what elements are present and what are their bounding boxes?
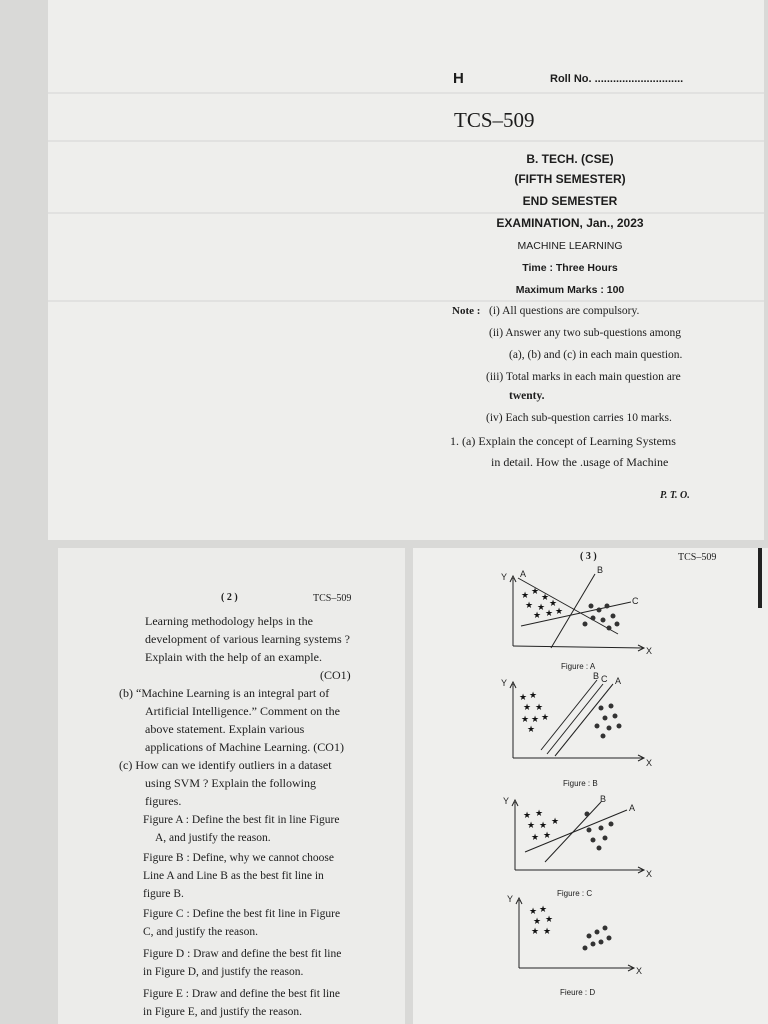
page-number: ( 3 ) xyxy=(580,551,597,562)
figure-caption: Figure : B xyxy=(563,779,598,788)
line-label: C xyxy=(601,674,608,684)
question-text-line: applications of Machine Learning. (CO1) xyxy=(145,740,344,754)
class-star-points xyxy=(521,587,563,621)
figure-instruction-line: C, and justify the reason. xyxy=(143,926,258,938)
question-1a-line: in detail. How the .usage of Machine xyxy=(491,455,669,469)
exam-type: END SEMESTER xyxy=(522,194,618,208)
bleed-through-line xyxy=(48,212,764,214)
svg-text:★: ★ xyxy=(523,811,532,821)
x-axis-label: X xyxy=(646,869,653,879)
line-c xyxy=(547,684,603,754)
svg-text:★: ★ xyxy=(533,917,542,927)
bleed-through-line xyxy=(48,140,764,142)
svg-text:★: ★ xyxy=(543,831,552,841)
question-text-line: above statement. Explain various xyxy=(145,722,305,736)
y-axis-label: Y xyxy=(503,796,510,806)
figure-instruction-line: Figure B : Define, why we cannot choose xyxy=(143,852,334,864)
svg-text:★: ★ xyxy=(535,809,544,819)
svg-text:★: ★ xyxy=(545,915,554,925)
line-label: B xyxy=(600,794,607,804)
figure-caption: Fieure : D xyxy=(560,988,596,997)
note-item: (iv) Each sub-question carries 10 marks. xyxy=(486,412,672,424)
roll-number-field: Roll No. ............................. xyxy=(550,73,684,85)
x-axis-label: X xyxy=(636,966,643,976)
figure-instruction-line: Figure C : Define the best fit line in Figure xyxy=(143,908,341,920)
svg-text:★: ★ xyxy=(521,715,530,725)
question-text-line: using SVM ? Explain the following xyxy=(145,776,316,790)
question-1a-line: 1. (a) Explain the concept of Learning Systems xyxy=(450,434,676,448)
svg-text:★: ★ xyxy=(535,703,544,713)
y-axis-label: Y xyxy=(501,572,508,582)
question-text-line: figures. xyxy=(145,794,182,808)
question-text-line: Learning methodology helps in the xyxy=(145,614,313,628)
line-label: A xyxy=(615,676,622,686)
svg-text:★: ★ xyxy=(545,609,554,619)
figure-b xyxy=(493,670,663,770)
figure-instruction-line: in Figure E, and justify the reason. xyxy=(143,1006,303,1018)
svg-text:★: ★ xyxy=(519,693,528,703)
svg-text:★: ★ xyxy=(537,603,546,613)
y-axis-label: Y xyxy=(507,894,514,904)
class-star-points xyxy=(529,905,553,937)
bleed-through-line xyxy=(48,92,764,94)
exam-time: Time : Three Hours xyxy=(522,262,618,274)
class-star-points xyxy=(519,691,549,735)
question-text-line: (b) “Machine Learning is an integral part of xyxy=(119,686,330,700)
y-axis-label: Y xyxy=(501,678,508,688)
svg-text:★: ★ xyxy=(527,821,536,831)
course-code: TCS–509 xyxy=(678,552,717,563)
figure-instruction-line: figure B. xyxy=(143,888,184,900)
svg-text:★: ★ xyxy=(529,691,538,701)
note-item: twenty. xyxy=(509,390,545,402)
svg-text:★: ★ xyxy=(539,905,548,915)
svg-text:★: ★ xyxy=(529,907,538,917)
figure-instruction-line: Figure A : Define the best fit in line Figure xyxy=(143,814,340,826)
paper-edge-shadow xyxy=(758,548,762,608)
bleed-through-line xyxy=(48,300,764,302)
course-code: TCS–509 xyxy=(313,593,352,604)
note-item: (ii) Answer any two sub-questions among xyxy=(489,327,681,339)
svg-text:★: ★ xyxy=(551,817,560,827)
class-dot-points xyxy=(595,704,622,739)
set-code: H xyxy=(453,70,464,87)
svg-text:★: ★ xyxy=(527,725,536,735)
svg-text:★: ★ xyxy=(531,715,540,725)
line-label: B xyxy=(593,671,600,681)
x-axis-label: X xyxy=(646,758,653,768)
class-star-points xyxy=(523,809,559,843)
line-label: A xyxy=(520,569,527,579)
svg-text:★: ★ xyxy=(541,713,550,723)
figure-a xyxy=(493,566,663,664)
svg-text:★: ★ xyxy=(543,927,552,937)
class-dot-points xyxy=(583,926,612,951)
svg-text:★: ★ xyxy=(525,601,534,611)
svg-text:★: ★ xyxy=(531,927,540,937)
exam-page-3 xyxy=(413,548,768,1024)
page-number: ( 2 ) xyxy=(221,592,238,603)
svg-text:★: ★ xyxy=(549,599,558,609)
figure-c xyxy=(493,794,663,882)
svg-text:★: ★ xyxy=(521,591,530,601)
exam-date: EXAMINATION, Jan., 2023 xyxy=(496,216,644,230)
figure-d xyxy=(493,892,663,980)
question-text-line: development of various learning systems ? xyxy=(145,632,350,646)
note-item: (i) All questions are compulsory. xyxy=(489,305,640,317)
svg-text:★: ★ xyxy=(555,607,564,617)
figure-instruction-line: Figure E : Draw and define the best fit line xyxy=(143,988,341,1000)
question-text-line: (c) How can we identify outliers in a dataset xyxy=(119,758,332,772)
svg-text:★: ★ xyxy=(533,611,542,621)
program-title: B. TECH. (CSE) xyxy=(526,152,614,166)
note-item: (a), (b) and (c) in each main question. xyxy=(509,349,683,361)
figure-instruction-line: in Figure D, and justify the reason. xyxy=(143,966,304,978)
maximum-marks: Maximum Marks : 100 xyxy=(515,284,625,296)
svg-text:★: ★ xyxy=(531,833,540,843)
note-item: (iii) Total marks in each main question are xyxy=(486,371,681,383)
svg-text:★: ★ xyxy=(531,587,540,597)
course-code: TCS–509 xyxy=(454,108,535,132)
semester-title: (FIFTH SEMESTER) xyxy=(514,172,626,186)
course-outcome: (CO1) xyxy=(320,668,351,682)
svg-text:★: ★ xyxy=(541,593,550,603)
exam-page-2 xyxy=(58,548,405,1024)
subject-title: MACHINE LEARNING xyxy=(517,240,623,252)
figure-caption: Figure : C xyxy=(557,889,593,898)
x-axis-label: X xyxy=(646,646,653,656)
note-label: Note : xyxy=(452,305,481,317)
please-turn-over: P. T. O. xyxy=(660,490,690,501)
figure-instruction-line: Figure D : Draw and define the best fit line xyxy=(143,948,342,960)
line-label: A xyxy=(629,803,636,813)
line-label: B xyxy=(597,566,604,575)
line-label: C xyxy=(632,596,639,606)
question-text-line: Explain with the help of an example. xyxy=(145,650,322,664)
svg-text:★: ★ xyxy=(539,821,548,831)
exam-page-1 xyxy=(48,0,764,540)
figure-instruction-line: A, and justify the reason. xyxy=(155,832,271,844)
figure-caption: Figure : A xyxy=(561,662,596,671)
x-axis xyxy=(513,646,643,648)
figure-instruction-line: Line A and Line B as the best fit line in xyxy=(143,870,324,882)
svg-text:★: ★ xyxy=(523,703,532,713)
question-text-line: Artificial Intelligence.” Comment on the xyxy=(145,704,340,718)
